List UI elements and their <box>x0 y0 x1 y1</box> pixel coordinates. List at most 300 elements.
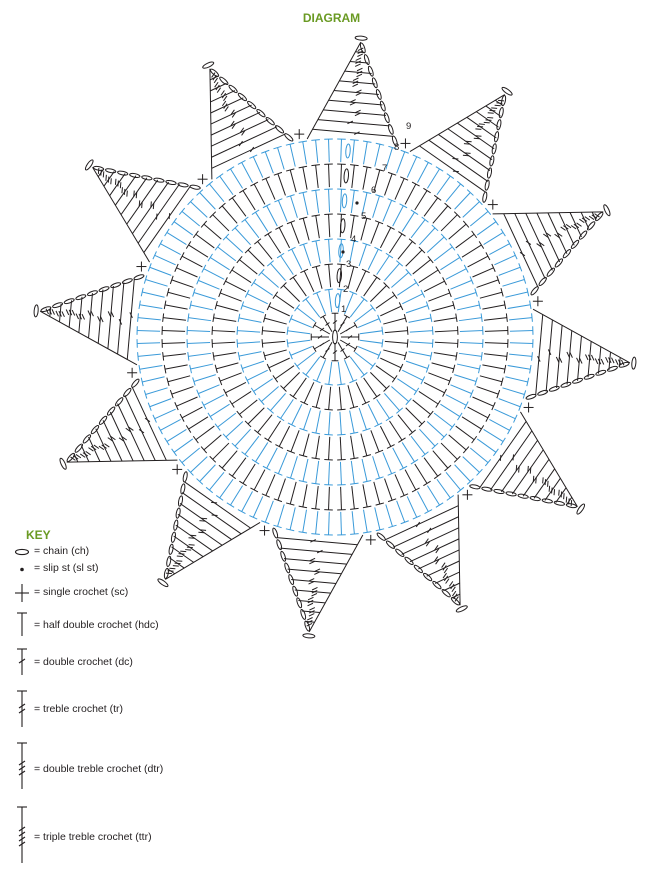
hdc-stitch <box>389 234 402 253</box>
hdc-top <box>506 352 507 360</box>
hdc-stitch <box>359 408 366 430</box>
hdc-top <box>428 256 433 263</box>
petal-stitch-mark <box>464 144 470 145</box>
hdc-stitch <box>213 443 229 459</box>
petal-stitch <box>402 528 459 555</box>
hdc-stitch <box>371 430 379 451</box>
hdc-stitch <box>230 169 242 189</box>
hdc-stitch <box>196 426 215 440</box>
hdc-top <box>277 416 284 421</box>
petal-stitch-mark <box>357 74 362 77</box>
hdc-stitch <box>290 456 297 478</box>
hdc-stitch <box>375 144 380 166</box>
hdc-stitch <box>176 397 197 406</box>
petal-chain <box>542 498 553 504</box>
hdc-stitch <box>262 341 285 343</box>
hdc-stitch <box>409 318 432 322</box>
hdc-stitch <box>204 224 221 239</box>
hdc-stitch <box>269 358 290 368</box>
petal-stitch-mark <box>308 603 313 606</box>
hdc-stitch <box>383 350 405 356</box>
hdc-stitch <box>190 202 207 218</box>
petal-stitch <box>110 174 125 196</box>
petal-stitch-mark <box>169 568 175 569</box>
hdc-stitch <box>385 174 393 196</box>
hdc-stitch <box>393 448 404 468</box>
hdc-stitch <box>352 140 354 163</box>
hdc-top <box>350 190 358 191</box>
hdc-stitch <box>460 331 483 332</box>
hdc-stitch <box>385 479 393 501</box>
petal-stitch <box>467 117 496 138</box>
hdc-top <box>237 411 242 418</box>
hdc-top <box>312 215 320 216</box>
hdc-stitch <box>242 361 264 368</box>
petal <box>34 274 145 365</box>
hdc-top <box>216 174 223 179</box>
petal-stitch <box>182 493 241 534</box>
petal-stitch <box>211 112 260 135</box>
hdc-top <box>287 327 288 335</box>
hdc-top <box>436 400 441 407</box>
petal-stitch-mark <box>452 591 455 596</box>
petal-stitch-mark <box>156 214 157 220</box>
hdc-top <box>273 375 278 382</box>
single-crochet-between-petals <box>488 200 498 210</box>
hdc-stitch <box>187 331 210 332</box>
petal-stitch-mark <box>98 168 99 174</box>
petal-chain <box>98 415 108 425</box>
hdc-stitch <box>384 263 399 280</box>
hdc-top <box>493 218 498 225</box>
petal-stitch-mark <box>199 521 205 522</box>
hdc-stitch <box>427 237 444 253</box>
hdc-stitch <box>407 157 416 178</box>
hdc-stitch <box>380 306 401 316</box>
petal-tip-chain <box>59 458 68 471</box>
hdc-stitch <box>351 436 355 459</box>
hdc-stitch <box>293 378 306 397</box>
petal-stitch-mark <box>98 316 101 321</box>
hdc-top <box>180 414 184 422</box>
round-5 <box>212 214 458 460</box>
hdc-top <box>530 365 531 373</box>
hdc-top <box>443 389 447 397</box>
hdc-top <box>436 266 441 273</box>
hdc-top <box>425 510 433 514</box>
petal-stitch-mark <box>115 179 116 185</box>
petal-stitch-mark <box>442 563 445 568</box>
petal-stitch-mark <box>120 182 121 188</box>
hdc-stitch <box>463 202 480 218</box>
hdc-stitch <box>237 331 260 333</box>
hdc-top <box>186 241 191 248</box>
hdc-top <box>179 208 184 215</box>
hdc-top <box>138 313 139 322</box>
hdc-stitch <box>138 318 161 320</box>
hdc-top <box>163 313 164 321</box>
petal-stitch-mark <box>454 594 457 599</box>
hdc-stitch <box>489 419 509 430</box>
hdc-stitch <box>397 501 405 523</box>
hdc-stitch <box>303 193 308 215</box>
hdc-stitch <box>480 292 502 298</box>
petal-chain <box>376 532 386 542</box>
hdc-stitch <box>468 407 488 418</box>
hdc-top <box>251 388 256 395</box>
petal-stitch <box>318 120 390 126</box>
petal-stitch <box>476 112 498 127</box>
hdc-stitch <box>449 435 466 450</box>
petal-stitch-mark <box>108 311 111 316</box>
hdc-stitch <box>363 484 367 507</box>
hdc-top <box>263 204 271 208</box>
hdc-stitch <box>427 421 444 437</box>
hdc-stitch <box>441 215 457 231</box>
hdc-stitch <box>484 318 507 321</box>
petal-tip-chain <box>157 578 169 588</box>
hdc-top <box>373 275 380 280</box>
petal-stitch-mark <box>477 126 483 127</box>
hdc-stitch <box>427 486 439 506</box>
petal-stitch-mark <box>474 138 480 139</box>
petal-stitch-mark <box>350 100 355 103</box>
petal-stitch-mark <box>548 481 549 487</box>
petal-stitch-mark <box>308 597 313 600</box>
hdc-stitch <box>194 292 216 299</box>
petal-stitch-mark <box>559 490 560 496</box>
hdc-top <box>239 188 246 193</box>
round-number-label: 2 <box>343 284 349 295</box>
petal-chain <box>166 556 172 567</box>
petal-stitch-mark <box>577 358 580 363</box>
petal-chain <box>75 294 86 301</box>
hdc-top <box>224 389 228 397</box>
hdc-stitch <box>188 318 211 321</box>
petal-chain <box>272 528 279 539</box>
hdc-top <box>514 251 518 259</box>
hdc-stitch <box>406 361 428 368</box>
hdc-stitch <box>253 496 262 517</box>
hdc-stitch <box>222 206 237 223</box>
double-treble-crochet-icon <box>12 741 32 791</box>
hdc-stitch <box>232 458 246 477</box>
hdc-stitch <box>278 174 286 196</box>
hdc-stitch <box>165 365 188 369</box>
hdc-stitch <box>291 347 312 356</box>
hdc-stitch <box>290 196 297 218</box>
petal-stitch-mark <box>88 448 93 451</box>
petal-stitch-mark <box>222 93 225 98</box>
petal-stitch-mark <box>453 171 459 172</box>
hdc-stitch <box>433 206 448 223</box>
hdc-stitch <box>268 234 281 253</box>
petal-chain <box>131 378 141 388</box>
hdc-top <box>370 305 375 312</box>
petal-chain <box>371 77 378 88</box>
hdc-stitch <box>377 256 390 275</box>
petal-stitch-mark <box>574 224 579 227</box>
hdc-stitch <box>287 340 310 343</box>
round-start-chain <box>345 144 350 158</box>
petal-stitch-mark <box>516 465 517 471</box>
petal-chain <box>280 551 287 562</box>
hdc-stitch <box>395 178 404 199</box>
hdc-top <box>481 352 482 360</box>
petal-stitch-mark <box>475 136 481 137</box>
hdc-top <box>158 427 162 435</box>
hdc-stitch <box>239 400 257 414</box>
hdc-stitch <box>411 220 425 238</box>
petal-stitch-mark <box>561 491 562 497</box>
petal-stitch-mark <box>566 497 567 503</box>
hdc-stitch <box>380 227 390 247</box>
hdc-top <box>400 466 408 470</box>
hdc-stitch <box>316 140 318 163</box>
hdc-stitch <box>329 487 330 510</box>
hdc-stitch <box>437 479 450 498</box>
petal-stitch-mark <box>526 241 531 244</box>
hdc-top <box>262 339 263 347</box>
petal-stitch-mark <box>180 551 186 552</box>
petal-stitch-mark <box>198 532 204 533</box>
hdc-stitch <box>137 331 160 332</box>
petal-stitch-mark <box>101 317 104 322</box>
hdc-stitch <box>182 407 202 418</box>
petal-stitch-mark <box>122 187 123 193</box>
petal-stitch-mark <box>570 352 573 357</box>
hdc-stitch <box>371 222 379 243</box>
hdc-top <box>363 532 371 533</box>
petal-stitch-mark <box>166 573 172 574</box>
hdc-stitch <box>255 212 267 231</box>
hdc-stitch <box>375 507 380 529</box>
hdc-stitch <box>140 366 163 370</box>
hdc-top <box>414 388 419 395</box>
hdc-top <box>423 188 430 193</box>
hdc-top <box>532 352 533 361</box>
hdc-stitch <box>485 331 508 332</box>
hdc-top <box>237 326 238 334</box>
petal-tip-chain <box>456 605 469 614</box>
hdc-stitch <box>278 148 285 170</box>
petal-stitch-mark <box>357 54 362 57</box>
round-number-label: 1 <box>341 304 347 315</box>
hdc-stitch <box>428 373 449 381</box>
hdc-stitch <box>329 387 331 410</box>
hdc-stitch <box>220 293 241 301</box>
petal-chain <box>506 491 517 497</box>
hdc-top <box>273 292 278 299</box>
hdc-stitch <box>374 482 380 504</box>
hdc-top <box>501 229 506 236</box>
petal-stitch-mark <box>176 561 182 562</box>
petal-chain <box>578 230 588 240</box>
hdc-stitch <box>165 305 188 309</box>
petals-group <box>34 36 637 639</box>
hdc-stitch <box>268 421 281 440</box>
hdc-top <box>213 314 214 322</box>
petal-stitch-mark <box>355 113 360 116</box>
hdc-stitch <box>269 306 290 316</box>
hdc-top <box>299 141 307 142</box>
petal-stitch-mark <box>487 117 493 118</box>
hdc-stitch <box>242 491 253 511</box>
hdc-stitch <box>376 295 395 308</box>
petal-stitch-mark <box>416 522 419 527</box>
hdc-stitch <box>395 474 404 495</box>
petal-stitch <box>110 412 133 461</box>
hdc-top <box>457 254 462 261</box>
petal-chain <box>64 298 75 305</box>
hdc-top <box>514 415 518 423</box>
hdc-stitch <box>189 245 208 257</box>
hdc-stitch <box>204 269 224 280</box>
petal-tip-chain <box>34 305 39 317</box>
round-1-stitch <box>332 313 339 331</box>
hdc-stitch <box>162 343 185 344</box>
hdc-top <box>153 415 157 423</box>
hdc-stitch <box>303 218 309 240</box>
hdc-stitch <box>303 434 309 456</box>
hdc-stitch <box>499 399 521 407</box>
petal-stitch-mark <box>124 189 125 195</box>
hdc-stitch <box>419 228 435 245</box>
petal-stitch <box>323 110 386 115</box>
hdc-stitch <box>446 184 461 202</box>
hdc-top <box>479 425 484 432</box>
hdc-stitch <box>424 281 444 291</box>
petal-stitch-mark <box>185 550 191 551</box>
petal-stitch-mark <box>549 486 550 492</box>
hdc-top <box>254 239 261 244</box>
hdc-top <box>202 402 206 410</box>
single-crochet-between-petals <box>366 535 376 545</box>
hdc-stitch <box>477 439 496 452</box>
hdc-stitch <box>455 465 471 482</box>
hdc-stitch <box>449 224 466 239</box>
petal-stitch-mark <box>314 572 319 575</box>
hdc-top <box>229 474 236 479</box>
petal-stitch-mark <box>108 177 109 183</box>
petal-stitch-mark <box>215 82 218 87</box>
hdc-stitch <box>204 435 221 450</box>
hdc-stitch <box>150 267 172 275</box>
petal-stitch-mark <box>543 477 544 483</box>
petal-chain <box>469 484 480 490</box>
hdc-top <box>423 481 430 486</box>
hdc-stitch <box>459 318 482 321</box>
hdc-top <box>392 375 397 382</box>
hdc-top <box>242 217 249 222</box>
hdc-top <box>530 301 531 309</box>
hdc-stitch <box>340 239 342 262</box>
petal-chain <box>82 434 92 444</box>
petal-chain <box>560 381 571 388</box>
hdc-top <box>457 413 462 420</box>
single-crochet-between-petals <box>260 526 270 536</box>
petal-chain <box>105 168 116 174</box>
hdc-top <box>361 297 368 302</box>
hdc-top <box>252 210 259 215</box>
hdc-stitch <box>419 270 438 283</box>
hdc-stitch <box>494 255 515 264</box>
hdc-top <box>227 503 234 508</box>
hdc-top <box>337 434 345 435</box>
hdc-stitch <box>182 211 200 226</box>
petal-chain <box>554 500 565 506</box>
hdc-stitch <box>303 167 307 190</box>
hdc-top <box>290 275 297 280</box>
petal-stitch-mark <box>449 581 452 586</box>
hdc-stitch <box>247 294 268 304</box>
petal-chain <box>228 84 238 94</box>
hdc-top <box>290 394 297 399</box>
hdc-top <box>409 430 416 435</box>
hdc-top <box>311 508 319 509</box>
hdc-stitch <box>329 437 330 460</box>
hdc-top <box>158 240 162 248</box>
petal-chain <box>546 267 556 277</box>
key-label-half-double-crochet: = half double crochet (hdc) <box>34 619 159 631</box>
petal-stitch <box>118 282 124 354</box>
petal-chain <box>168 544 174 555</box>
hdc-top <box>237 339 238 347</box>
hdc-stitch <box>258 415 272 433</box>
petal-chain <box>265 116 275 126</box>
hdc-stitch <box>508 366 531 370</box>
hdc-stitch <box>480 376 502 382</box>
hdc-stitch <box>398 415 412 433</box>
hdc-stitch <box>385 331 408 333</box>
petal-stitch-mark <box>589 216 594 219</box>
petal-stitch-mark <box>489 110 495 111</box>
petal-chain <box>292 586 299 597</box>
hdc-top <box>412 488 420 492</box>
hdc-stitch <box>329 239 331 262</box>
petal-stitch-mark <box>559 357 562 362</box>
diagram-title: DIAGRAM <box>302 11 361 25</box>
hdc-stitch <box>419 429 435 446</box>
petal-stitch <box>138 184 179 243</box>
petal-stitch-mark <box>561 227 566 230</box>
hdc-top <box>414 279 419 286</box>
hdc-stitch <box>292 404 302 425</box>
hdc-stitch <box>340 189 341 212</box>
hdc-stitch <box>413 400 431 414</box>
hdc-stitch <box>383 200 392 221</box>
hdc-stitch <box>291 430 299 451</box>
hdc-stitch <box>352 511 354 534</box>
petal-stitch-mark <box>83 453 88 456</box>
petal-stitch-mark <box>309 579 314 582</box>
hdc-stitch <box>355 352 373 366</box>
petal-stitch-mark <box>452 587 455 592</box>
hdc-top <box>464 402 468 410</box>
hdc-stitch <box>182 256 202 267</box>
petal-chain <box>175 508 181 519</box>
round-start-chain <box>342 194 347 208</box>
petal-stitch-mark <box>309 582 314 585</box>
hdc-stitch <box>198 280 219 289</box>
hdc-top <box>450 244 455 251</box>
hdc-stitch <box>232 198 246 217</box>
hdc-stitch <box>352 165 355 188</box>
hdc-stitch <box>477 222 496 235</box>
hdc-top <box>432 326 433 334</box>
petal-chain <box>122 387 132 397</box>
petal-stitch-mark <box>554 489 555 495</box>
